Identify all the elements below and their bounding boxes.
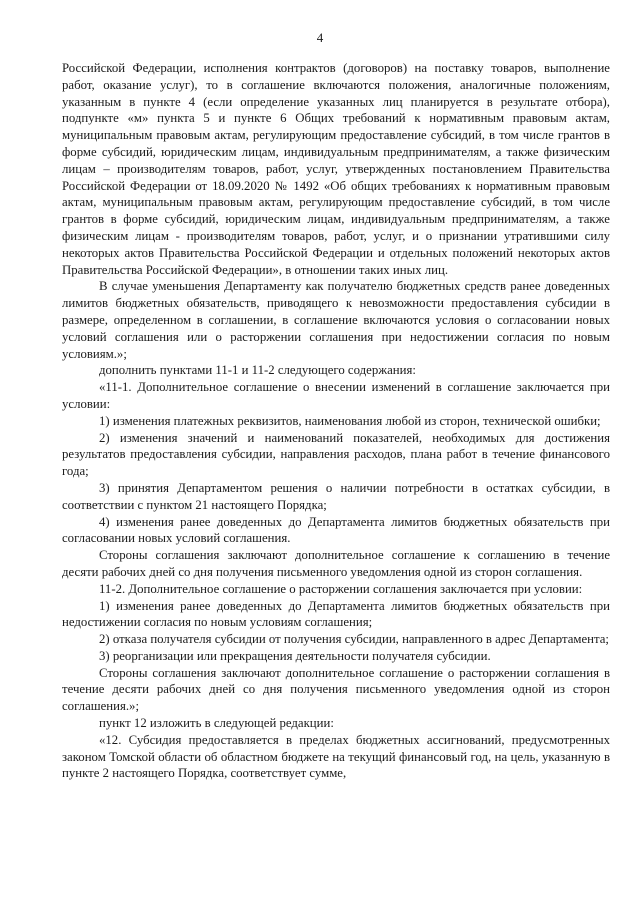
paragraph-budget-limits: В случае уменьшения Департаменту как получателю бюджетных средств ранее доведенных лимитов бюджетных обязательств, приводящего к невозможности предоставления субсидии в размере, определенном в соглашении, в соглашение включаются условия о согласовании новых условий соглашения или о расторжении соглашения при недостижении согласия по новым условиям.»; [62,279,610,361]
paragraph-parties-terminate: Стороны соглашения заключают дополнительное соглашение о расторжении соглашения в течение десяти рабочих дней со дня получения письменного уведомления одной из сторон соглашения.»; [62,665,610,714]
paragraph-parties-amend: Стороны соглашения заключают дополнительное соглашение к соглашению в течение десяти рабочих дней со дня получения письменного уведомления одной из сторон соглашения. [62,548,610,579]
list-item-11-1-3: 3) принятия Департаментом решения о наличии потребности в остатках субсидии, в соответствии с пунктом 21 настоящего Порядка; [62,480,610,512]
paragraph-item-12: «12. Субсидия предоставляется в пределах бюджетных ассигнований, предусмотренных законом Томской области об областном бюджете на текущий финансовый год, на цель, указанную в пункте 2 настоящего Порядка, соответствует сумме, [62,732,610,781]
paragraph-11-1: «11-1. Дополнительное соглашение о внесении изменений в соглашение заключается при условии: [62,380,610,411]
document-body [62,60,610,782]
list-item-11-2-1: 1) изменения ранее доведенных до Департамента лимитов бюджетных обязательств при недостижении согласия по новым условиям соглашения; [62,598,610,630]
list-item-11-2-2: 2) отказа получателя субсидии от получения субсидии, направленного в адрес Департамента; [99,632,609,647]
list-item-11-1-4: 4) изменения ранее доведенных до Департамента лимитов бюджетных обязательств при согласовании новых условий соглашения. [62,514,610,546]
paragraph-continuation: Российской Федерации, исполнения контрактов (договоров) на поставку товаров, выполнение работ, оказание услуг), то в соглашение включаются положения, аналогичные положениям, указанным в пункте 4 (если определение указанных лиц планируется в результате отбора), подпункте «м» пункта 5 и пункте 6 Общих требований к нормативным правовым актам, муниципальным правовым актам, регулирующим предоставление субсидий, в том числе грантов в форме субсидий, юридическим лицам, индивидуальным предпринимателям, а также физическим лицам – производителям товаров, работ, услуг, утвержденных постановлением Правительства Российской Федерации от 18.09.2020 № 1492 «Об общих требованиях к нормативным правовым актам, муниципальным правовым актам, регулирующим предоставление субсидий, в том числе грантов в форме субсидий, юридическим лицам, индивидуальным предпринимателям, а также физическим лицам - производителям товаров, работ, услуг, и о признании утратившими силу некоторых актов Правительства Российской Федерации и отдельных положений некоторых актов Правительства Российской Федерации», в отношении таких иных лиц. [62,61,610,277]
paragraph-11-2: 11-2. Дополнительное соглашение о расторжении соглашения заключается при условии: [99,581,583,596]
paragraph-add-items: дополнить пунктами 11-1 и 11-2 следующего содержания: [99,363,416,378]
paragraph-item-12-intro: пункт 12 изложить в следующей редакции: [99,716,334,731]
list-item-11-2-3: 3) реорганизации или прекращения деятельности получателя субсидии. [99,648,491,663]
page-number: 4 [316,30,324,45]
list-item-11-1-2: 2) изменения значений и наименований показателей, необходимых для достижения результатов предоставления субсидии, направления расходов, плана работ в течение финансового года; [62,430,610,479]
list-item-11-1-1: 1) изменения платежных реквизитов, наименования любой из сторон, технической ошибки; [99,413,601,428]
